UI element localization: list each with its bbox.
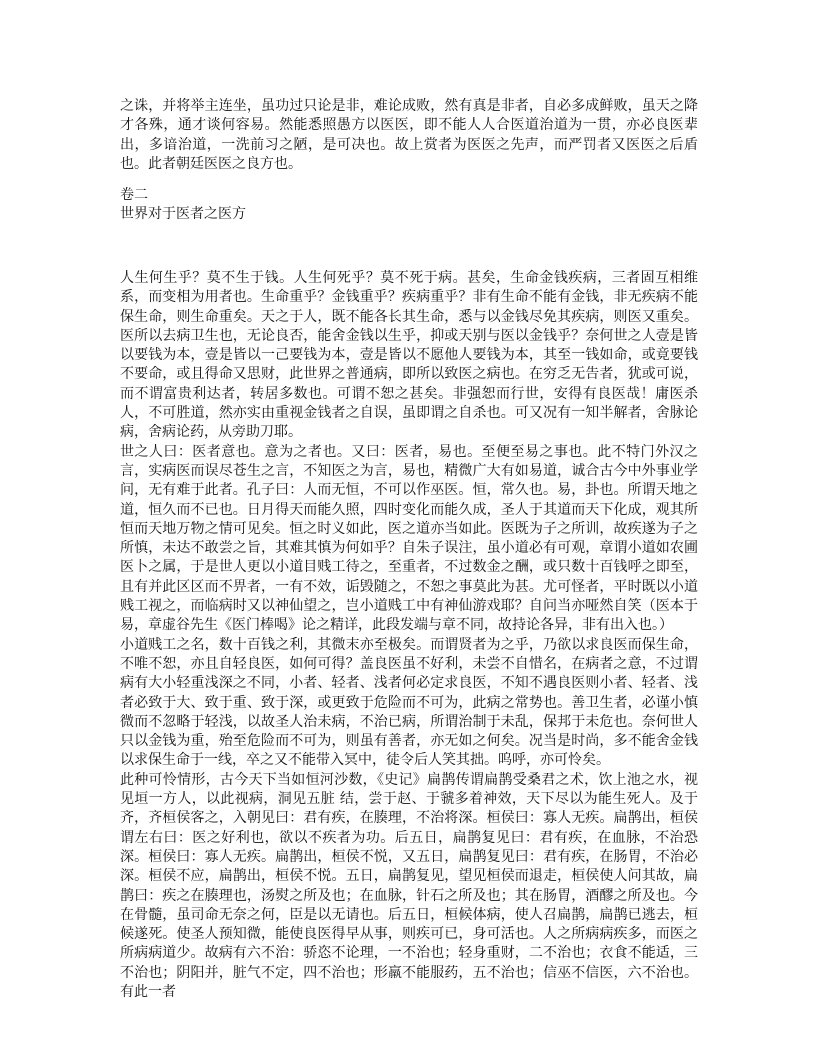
intro-paragraph: 之诛，并将举主连坐，虽功过只论是非，难论成败，然有真是非者，自必多成鲜败，虽天之降才各殊，通才谈何容易。然能悉照愚方以医医，即不能人人合医道治道为一贯，亦必良医辈出，多谙治道，一洗前习之陋，是可决也。故上赏者为医医之先声，而严罚者又医医之后盾也。此者朝廷医医之良方也。 bbox=[120, 98, 698, 172]
body-paragraph-4: 此种可怜情形，古今天下当如恒河沙数，《史记》扁鹊传谓扁鹊受桑君之术，饮上池之水，视见垣一方人，以此视病，洞见五脏 结，尝于赵、于虢多着神效，天下尽以为能生死人。及于齐，齐桓侯客之，入朝见曰：君有疾，在腠理，不治将深。桓侯曰：寡人无疾。扁鹊出，桓侯谓左右曰：医之好利也，欲以不疾者为功。后五日，扁鹊复见曰：君有疾，在血脉，不治恐深。桓侯曰：寡人无疾。扁鹊出，桓侯不悦，又五日，扁鹊复见曰：君有疾，在肠胃，不治必深。桓侯不应，扁鹊出，桓侯不悦。五日，扁鹊复见，望见桓侯而退走，桓侯使人问其故，扁鹊曰：疾之在腠理也，汤熨之所及也；在血脉，针石之所及也；其在肠胃，酒醪之所及也。今在骨髓，虽司命无奈之何，臣是以无请也。后五日，桓候体病，使人召扁鹊，扁鹊已逃去，桓候遂死。使圣人预知微，能使良医得早从事，则疾可已，身可活也。人之所病病疾多，而医之所病病道少。故病有六不治：骄恣不论理，一不治也；轻身重财，二不治也；衣食不能适，三不治也；阴阳并，脏气不定，四不治也；形羸不能服药，五不治也；信巫不信医，六不治也。有此一者 bbox=[120, 771, 698, 1000]
section-heading: 世界对于医者之医方 bbox=[120, 206, 246, 222]
body-paragraph-1: 人生何生乎？莫不生于钱。人生何死乎？莫不死于病。甚矣，生命金钱疾病，三者固互相维系，而变相为用者也。生命重乎？金钱重乎？疾病重乎？非有生命不能有金钱，非无疾病不能保生命，则生命重矣。天之于人，既不能各长其生命，悉与以金钱尽免其疾病，则医又重矣。医所以去病卫生也，无论良否，能舍金钱以生乎，抑或天别与医以金钱乎？奈何世之人壹是皆以要钱为本，壹是皆以一己要钱为本，壹是皆以不愿他人要钱为本，其至一钱如命，或竟要钱不要命，或且得命又思财，此世界之普通病，即所以致医之病也。在穷乏无告者，犹或可说，而不谓富贵利达者，转居多数也。可谓不恕之甚矣。非强恕而行世，安得有良医哉！庸医杀人，不可胜道，然亦实由重视金钱者之自误，虽即谓之自杀也。可又况有一知半解者，舍脉论病，舍病论药，从旁助刀耶。 bbox=[120, 270, 698, 441]
body-paragraph-2: 世之人曰：医者意也。意为之者也。又曰：医者，易也。至便至易之事也。此不特门外汉之言，实病医而误尽苍生之言，不知医之为言，易也，精微广大有如易道，诚合古今中外事业学问，无有难于此者。孔子曰：人而无恒，不可以作巫医。恒，常久也。易，卦也。所谓天地之道，恒久而不已也。日月得天而能久照，四时变化而能久成，圣人于其道而天下化成，观其所恒而天地万物之情可见矣。恒之时义如此，医之道亦当如此。医既为子之所训，故疾遂为子之所慎，未达不敢尝之旨，其难其慎为何如乎？自朱子误注，虽小道必有可观，章谓小道如农圃医卜之属，于是世人更以小道目贱工待之，至重者，不过数金之酬，或只数十百钱呼之即至，且有并此区区而不畀者，一有不效，诟毁随之，不恕之事莫此为甚。尤可怪者，平时既以小道贱工视之，而临病时又以神仙望之，岂小道贱工中有神仙游戏耶？自问当亦哑然自笑（医本于易，章虚谷先生《医门棒喝》论之精详，此段发端与章不同，故持论各异，非有出入也。） bbox=[120, 443, 698, 634]
body-section bbox=[120, 269, 698, 1002]
intro-section bbox=[120, 97, 698, 174]
body-paragraph-3: 小道贱工之名，数十百钱之利，其微末亦至极矣。而谓贤者为之乎，乃欲以求良医而保生命，不唯不恕，亦且自轻良医，如何可得？盖良医虽不好利，未尝不自惜名，在病者之意，不过谓病有大小轻重浅深之不同，小者、轻者、浅者何必定求良医，不知不遇良医则小者、轻者、浅者必致于大、致于重、致于深，或更致于危险而不可为，此病之常势也。善卫生者，必谨小慎微而不忽略于轻浅，以故圣人治未病，不治已病，所谓治制于未乱，保邦于未危也。奈何世人只以金钱为重，殆至危险而不可为，则虽有善者，亦无如之何矣。况当是时尚，多不能舍金钱以求保生命于一线，卒之又不能带入冥中，徒令后人笑其拙。呜呼，亦可怜矣。 bbox=[120, 636, 698, 769]
volume-heading: 卷二 bbox=[120, 187, 148, 203]
